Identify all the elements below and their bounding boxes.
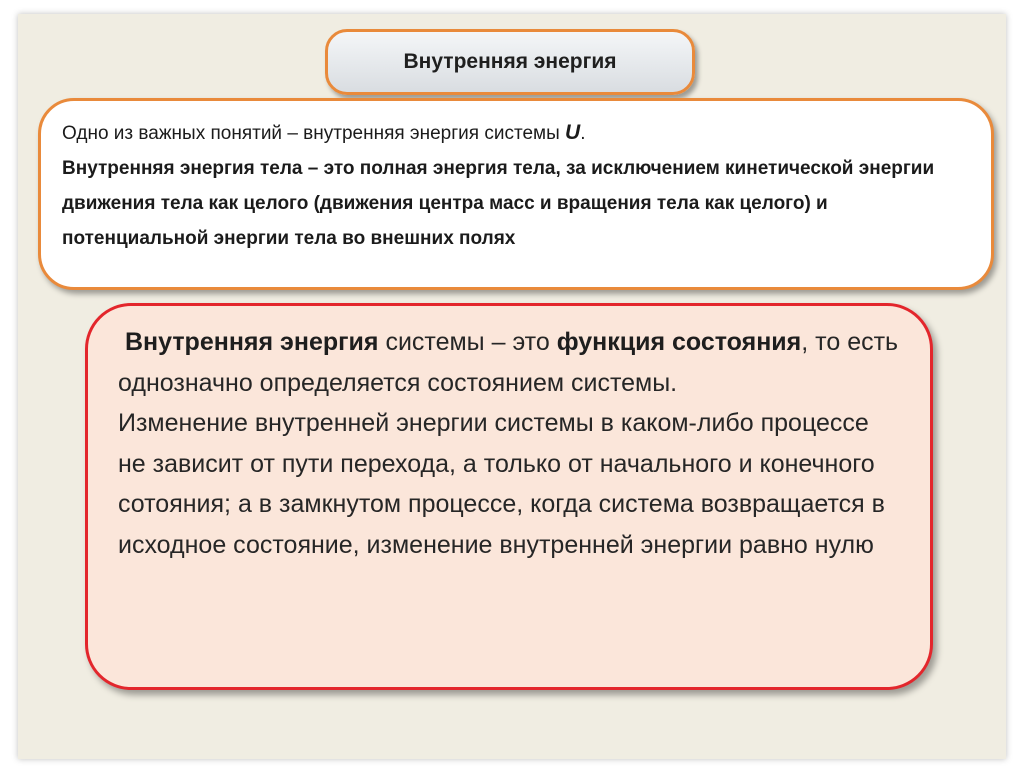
slide-title: Внутренняя энергия (403, 50, 617, 73)
state-text-2: , то есть однозначно определяется состоянием системы. (118, 328, 899, 397)
definition-intro-end: . (580, 123, 586, 144)
state-function-box (85, 303, 933, 690)
title-box (325, 29, 695, 95)
energy-change-paragraph: Изменение внутренней энергии системы в каком-либо процессе не зависит от пути перехода, а только от начального и конечного сотояния; а в замкнутом процессе, когда система возвращается в исходное состояние, изменение внутренней энергии равно нулю (118, 409, 885, 559)
energy-symbol: U (565, 121, 581, 144)
definition-text: Внутренняя энергия тела – это полная энергия тела, за исключением кинетической энергии движения тела как целого (движения центра масс и вращения тела как целого) и потенциальной энергии тела во внешних полях (62, 158, 935, 249)
state-term-internal-energy: Внутренняя энергия (124, 328, 379, 356)
state-text-1: системы – это (378, 328, 557, 356)
state-function-paragraph (118, 322, 902, 403)
definition-intro-text: Одно из важных понятий – внутренняя энергия системы (62, 123, 566, 144)
definition-box (38, 98, 994, 290)
state-term-state-function: функция состояния (556, 328, 802, 356)
definition-intro (62, 115, 973, 151)
